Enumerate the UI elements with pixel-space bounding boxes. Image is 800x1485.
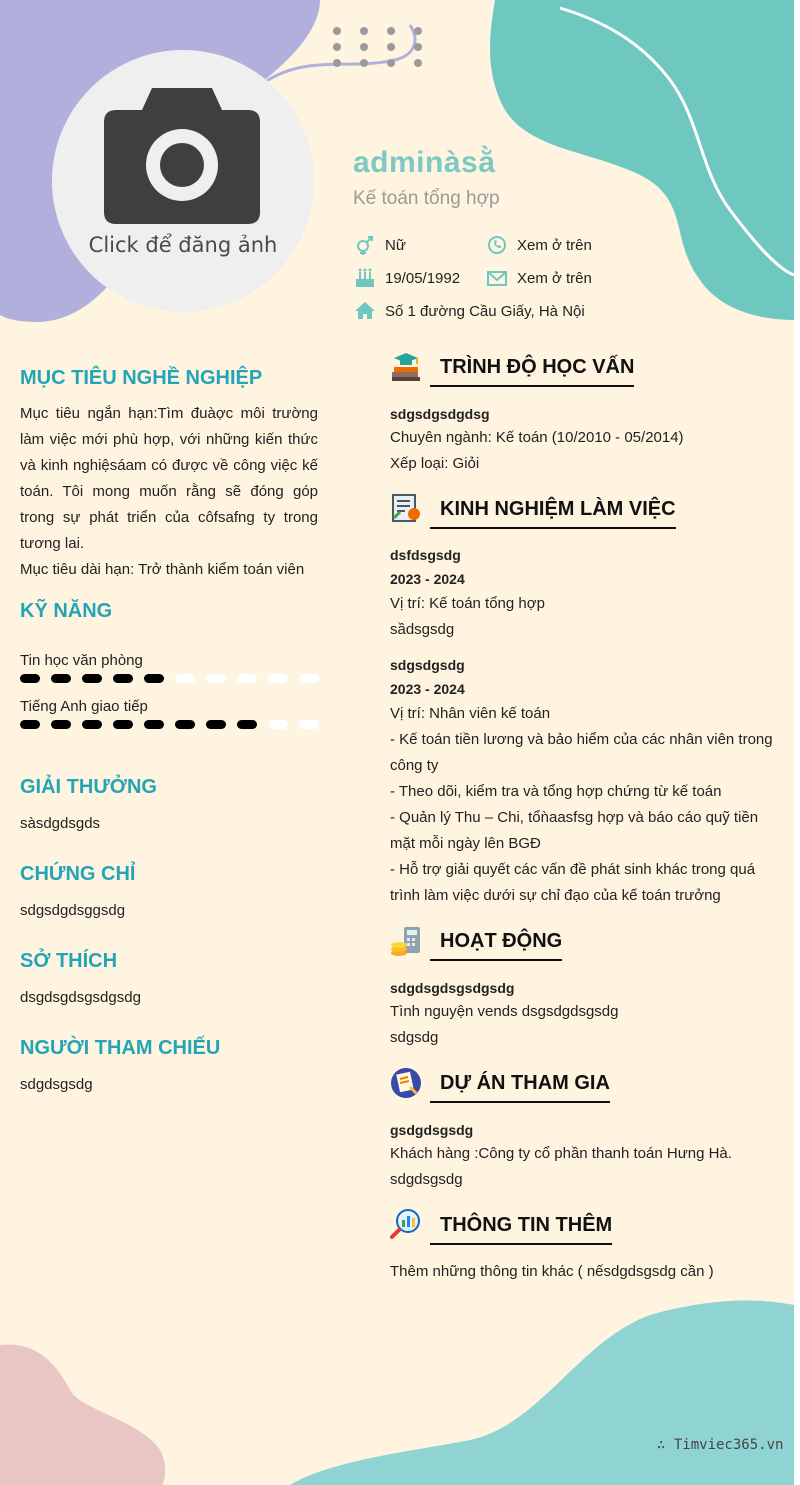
gender-row (355, 235, 406, 255)
graduation-books-icon (390, 350, 422, 382)
work-report-icon (390, 492, 422, 524)
skill-dash-empty (206, 674, 226, 683)
more-info-text: Thêm những thông tin khác ( nếsdgdsgsdg cần ) (390, 1263, 714, 1280)
skill-dash-empty (299, 720, 319, 729)
education-rank: Xếp loại: Giỏi (390, 455, 480, 472)
phone-value: Xem ở trên (517, 236, 592, 254)
camera-icon (104, 88, 260, 224)
avatar-upload[interactable] (52, 50, 314, 312)
skill-dash-filled (82, 674, 102, 683)
skills-title: KỸ NĂNG (20, 600, 113, 622)
phone-row (487, 235, 592, 255)
address-row (355, 301, 585, 321)
skill-dash-filled (144, 720, 164, 729)
project-desc: sdgdsgsdg (390, 1171, 463, 1188)
job-duty: - Hỗ trợ giải quyết các vấn đề phát sinh khác trong quá trình làm việc dưới sự chỉ đạo của kế toán trưởng (390, 861, 756, 904)
candidate-name: adminàsằ (353, 146, 496, 179)
references-title: NGƯỜI THAM CHIẾU (20, 1037, 221, 1059)
job-period: 2023 - 2024 (390, 681, 465, 697)
skill-dash-filled (51, 674, 71, 683)
job-company: dsfdsgsdg (390, 547, 461, 563)
education-school: sdgsdgsdgdsg (390, 406, 490, 422)
phone-icon (487, 235, 507, 255)
skill-dash-filled (82, 720, 102, 729)
certificates-text: sdgsdgdsggsdg (20, 902, 126, 919)
skill-dash-filled (175, 720, 195, 729)
skill-name: Tin học văn phòng (20, 652, 143, 669)
email-value: Xem ở trên (517, 269, 592, 287)
experience-title: KINH NGHIỆM LÀM VIỆC (430, 498, 676, 529)
birthday-row (355, 268, 460, 288)
gender-value: Nữ (385, 236, 406, 254)
coins-calculator-icon (390, 925, 422, 957)
skill-level-bar (20, 720, 320, 730)
job-duty: - Quản lý Thu – Chi, tổǹaasfsg hợp và báo cáo quỹ tiền mặt mỗi ngày lên BGĐ (390, 809, 759, 852)
footer-brand[interactable]: ∴ Timviec365.vn (657, 1437, 784, 1453)
education-title: TRÌNH ĐỘ HỌC VẤN (430, 356, 634, 387)
birthday-cake-icon (355, 268, 375, 288)
job-description: sầdsgsdg (390, 621, 455, 638)
skill-dash-empty (299, 674, 319, 683)
avatar-upload-label: Click để đăng ảnh (88, 233, 278, 257)
skill-dash-filled (144, 674, 164, 683)
project-clipboard-icon (390, 1067, 422, 1099)
job-period: 2023 - 2024 (390, 571, 465, 587)
job-position: Vị trí: Kế toán tổng hợp (390, 595, 545, 612)
email-icon (487, 268, 507, 288)
activities-title: HOẠT ĐỘNG (430, 930, 562, 961)
awards-title: GIẢI THƯỞNG (20, 776, 157, 798)
skill-name: Tiếng Anh giao tiếp (20, 698, 148, 715)
skill-dash-filled (237, 720, 257, 729)
activity-role: Tình nguyện vends dsgsdgdsgsdg (390, 1003, 619, 1020)
education-major: Chuyên ngành: Kế toán (10/2010 - 05/2014) (390, 429, 684, 446)
awards-text: sàsdgdsgds (20, 815, 101, 832)
project-client: Khách hàng :Công ty cổ phần thanh toán Hưng Hà. (390, 1145, 732, 1162)
magnifier-chart-icon (390, 1208, 422, 1240)
activity-org: sdgdsgdsgsdgsdg (390, 980, 515, 996)
project-name: gsdgdsgsdg (390, 1122, 474, 1138)
job-duty: - Theo dõi, kiểm tra và tổng hợp chứng từ kế toán (390, 783, 722, 800)
skill-dash-filled (20, 720, 40, 729)
skill-dash-empty (175, 674, 195, 683)
certificates-title: CHỨNG CHỈ (20, 863, 136, 885)
skill-dash-empty (237, 674, 257, 683)
objective-short-term: Mục tiêu ngắn hạn:Tìm đuàợc môi trường làm việc mới phù hợp, với những kiến thức và kinh nghiệsáam có được về công việc kế toán. Tôi mong muốn rằng sẽ đóng góp trong sự phát triển của côfsafng ty trong tương lai. (20, 405, 318, 552)
skill-dash-filled (20, 674, 40, 683)
home-icon (355, 301, 375, 321)
references-text: sdgdsgsdg (20, 1076, 93, 1093)
skill-dash-filled (206, 720, 226, 729)
skill-dash-filled (113, 674, 133, 683)
hobbies-text: dsgdsgdsgsdgsdg (20, 989, 141, 1006)
skill-dash-empty (268, 720, 288, 729)
objective-title: MỤC TIÊU NGHỀ NGHIỆP (20, 367, 263, 389)
gender-icon (355, 235, 375, 255)
skill-dash-empty (268, 674, 288, 683)
skill-dash-filled (51, 720, 71, 729)
projects-title: DỰ ÁN THAM GIA (430, 1072, 610, 1103)
hobbies-title: SỞ THÍCH (20, 950, 118, 972)
skill-level-bar (20, 674, 320, 684)
skill-dash-filled (113, 720, 133, 729)
objective-long-term: Mục tiêu dài hạn: Trở thành kiểm toán viên (20, 561, 305, 578)
more-info-title: THÔNG TIN THÊM (430, 1214, 612, 1245)
activity-desc: sdgsdg (390, 1029, 439, 1046)
job-company: sdgsdgsdg (390, 657, 465, 673)
job-title: Kế toán tổng hợp (353, 188, 500, 209)
job-position: Vị trí: Nhân viên kế toán (390, 705, 551, 722)
address-value: Số 1 đường Cầu Giấy, Hà Nội (385, 302, 585, 320)
email-row (487, 268, 592, 288)
job-duty: - Kế toán tiền lương và bảo hiểm của các nhân viên trong công ty (390, 731, 773, 774)
birthday-value: 19/05/1992 (385, 269, 461, 287)
